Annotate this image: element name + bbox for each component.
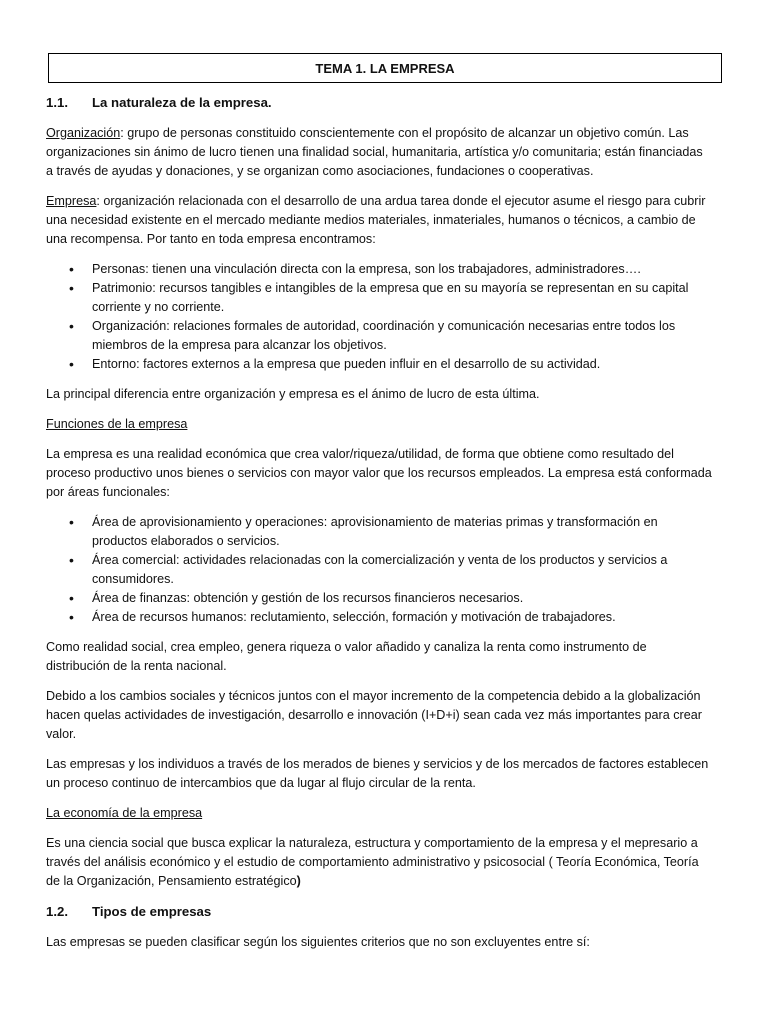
- organizacion-term: Organización: [46, 126, 121, 140]
- economia-paragraph: [46, 834, 712, 891]
- section-title: La naturaleza de la empresa.: [92, 95, 272, 110]
- empresa-definition: : organización relacionada con el desarrollo de una ardua tarea donde el ejecutor asume el riesgo para cubrir una necesidad existente en el mercado mediante medios materiales, inmateriales, humanos o técnicos, a cambio de una recompensa. Por tanto en toda empresa encontramos:: [46, 194, 706, 246]
- social-paragraph: Como realidad social, crea empleo, genera riqueza o valor añadido y canaliza la renta como instrumento de distribución de la renta nacional.: [46, 640, 647, 673]
- empresa-paragraph: [46, 192, 712, 249]
- economia-heading: La economía de la empresa: [46, 806, 203, 820]
- list-item: • Área de aprovisionamiento y operaciones: aprovisionamiento de materias primas y transformación en productos elaborados o servicios.: [46, 513, 712, 551]
- funciones-paragraph: La empresa es una realidad económica que crea valor/riqueza/utilidad, de forma que obtiene como resultado del proceso productivo unos bienes o servicios con mayor valor que los recursos empleados. La empresa está conformada por áreas funcionales:: [46, 447, 712, 499]
- document-body: [46, 91, 712, 963]
- list-item: • Área de recursos humanos: reclutamiento, selección, formación y motivación de trabajadores.: [46, 608, 712, 627]
- cambios-paragraph: Debido a los cambios sociales y técnicos juntos con el mayor incremento de la competencia debido a la globalización hacen quelas actividades de investigación, desarrollo e innovación (I+D+i) sean cada vez más importantes para crear valor.: [46, 689, 702, 741]
- list-item: • Área comercial: actividades relacionadas con la comercialización y venta de los productos y servicios a consumidores.: [46, 551, 712, 589]
- list-item: • Personas: tienen una vinculación directa con la empresa, son los trabajadores, administradores….: [46, 260, 712, 279]
- elements-list: [46, 260, 712, 374]
- funciones-heading: Funciones de la empresa: [46, 417, 188, 431]
- economia-close-paren: ): [296, 874, 301, 888]
- section-number: 1.2.: [46, 904, 68, 919]
- list-item: • Entorno: factores externos a la empresa que pueden influir en el desarrollo de su actividad.: [46, 355, 712, 374]
- areas-list: [46, 513, 712, 627]
- page-title: TEMA 1. LA EMPRESA: [48, 53, 722, 83]
- economia-text: Es una ciencia social que busca explicar la naturaleza, estructura y comportamiento de la empresa y el mepresario a través del análisis económico y el estudio de comportamiento administrativo y psicosocial ( Teoría Económica, Teoría de la Organización, Pensamiento estratégico: [46, 836, 699, 888]
- organizacion-definition: : grupo de personas constituido conscientemente con el propósito de alcanzar un objetivo común. Las organizaciones sin ánimo de lucro tienen una finalidad social, humanitaria, artística y/o comunitaria; están financiadas a través de ayudas y donaciones, y se organizan como asociaciones, fundaciones o cooperativas.: [46, 126, 703, 178]
- list-item: • Patrimonio: recursos tangibles e intangibles de la empresa que en su mayoría se representan en su capital corriente y no corriente.: [46, 279, 712, 317]
- list-item: • Organización: relaciones formales de autoridad, coordinación y comunicación necesarias entre todos los miembros de la empresa para alcanzar los objetivos.: [46, 317, 712, 355]
- list-item: • Área de finanzas: obtención y gestión de los recursos financieros necesarios.: [46, 589, 712, 608]
- organizacion-paragraph: [46, 124, 712, 181]
- flujo-paragraph: Las empresas y los individuos a través de los merados de bienes y servicios y de los mercados de factores establecen un proceso continuo de intercambios que da lugar al flujo circular de la renta.: [46, 757, 709, 790]
- section-title: Tipos de empresas: [92, 904, 212, 919]
- section-number: 1.1.: [46, 95, 68, 110]
- tipos-paragraph: Las empresas se pueden clasificar según los siguientes criterios que no son excluyentes entre sí:: [46, 935, 590, 949]
- difference-paragraph: La principal diferencia entre organización y empresa es el ánimo de lucro de esta última.: [46, 387, 540, 401]
- section-heading-1-1: [46, 93, 712, 112]
- empresa-term: Empresa: [46, 194, 97, 208]
- section-heading-1-2: [46, 902, 712, 921]
